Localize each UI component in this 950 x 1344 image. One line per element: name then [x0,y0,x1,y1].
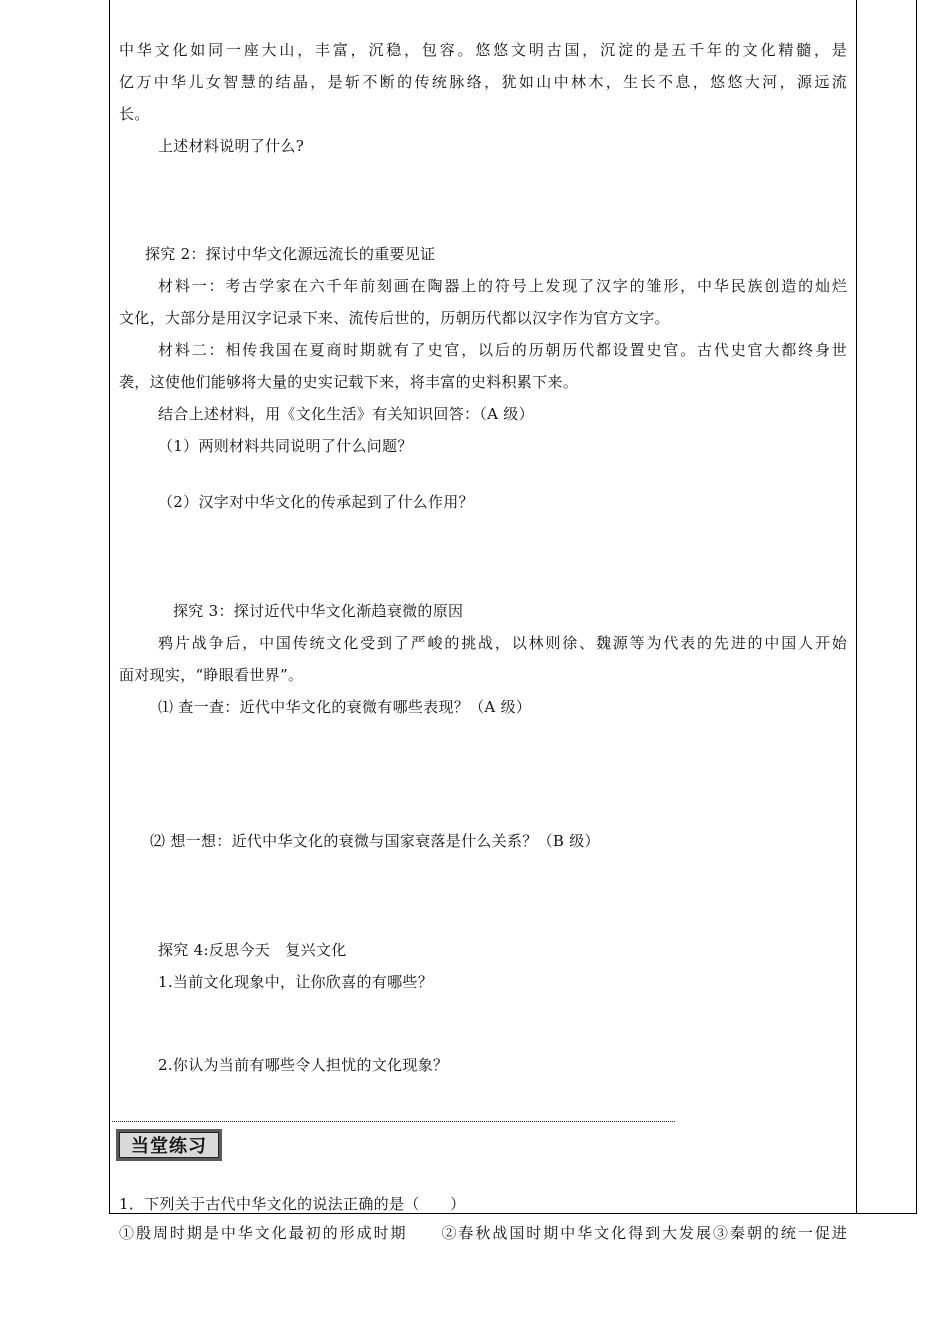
instruction-text: 结合上述材料，用《文化生活》有关知识回答：（A 级） [158,405,534,423]
dotted-separator [112,1121,675,1122]
paragraph-line: 亿万中华儿女智慧的结晶，是斩不断的传统脉络，犹如山中林木，生长不息，悠悠大河，源远流 [119,73,847,91]
question-text: 1.当前文化现象中，让你欣喜的有哪些？ [158,973,434,991]
question-text: （2）汉字对中华文化的传承起到了什么作用？ [158,493,474,511]
question-text: 2.你认为当前有哪些令人担忧的文化现象？ [158,1056,449,1074]
question-text: （1）两则材料共同说明了什么问题？ [158,437,413,455]
section-title: 探究 2：探讨中华文化源远流长的重要见证 [145,245,436,263]
paragraph-line: 袭，这使他们能够将大量的史实记载下来，将丰富的史料积累下来。 [119,373,579,391]
exercise-options: ①殷周时期是中华文化最初的形成时期 ②春秋战国时期中华文化得到大发展③秦朝的统一促进 [119,1224,847,1242]
paragraph-line: 文化，大部分是用汉字记录下来、流传后世的，历朝历代都以汉字作为官方文字。 [119,309,670,327]
question-text: 上述材料说明了什么? [158,137,305,155]
paragraph-line: 中华文化如同一座大山，丰富，沉稳，包容。悠悠文明古国，沉淀的是五千年的文化精髓，是 [119,41,847,59]
section-title: 探究 4:反思今天 复兴文化 [158,941,347,959]
practice-badge-label: 当堂练习 [119,1132,219,1158]
paragraph-line: 材料二：相传我国在夏商时期就有了史官，以后的历朝历代都设置史官。古代史官大都终身世 [158,341,847,359]
question-text: ⑴ 查一查：近代中华文化的衰微有哪些表现？（A 级） [158,698,532,716]
section-title: 探究 3：探讨近代中华文化渐趋衰微的原因 [173,602,464,620]
right-column-divider [856,0,857,1214]
paragraph-line: 材料一：考古学家在六千年前刻画在陶器上的符号上发现了汉字的雏形，中华民族创造的灿烂 [158,277,847,295]
paragraph-line: 面对现实，“睁眼看世界”。 [119,666,304,684]
practice-badge [116,1129,222,1161]
paragraph-line: 长。 [119,105,150,123]
paragraph-line: 鸦片战争后，中国传统文化受到了严峻的挑战，以林则徐、魏源等为代表的先进的中国人开始 [158,634,847,652]
question-text: ⑵ 想一想：近代中华文化的衰微与国家衰落是什么关系？（B 级） [150,832,600,850]
exercise-item: 1．下列关于古代中华文化的说法正确的是（ ） [119,1195,466,1213]
